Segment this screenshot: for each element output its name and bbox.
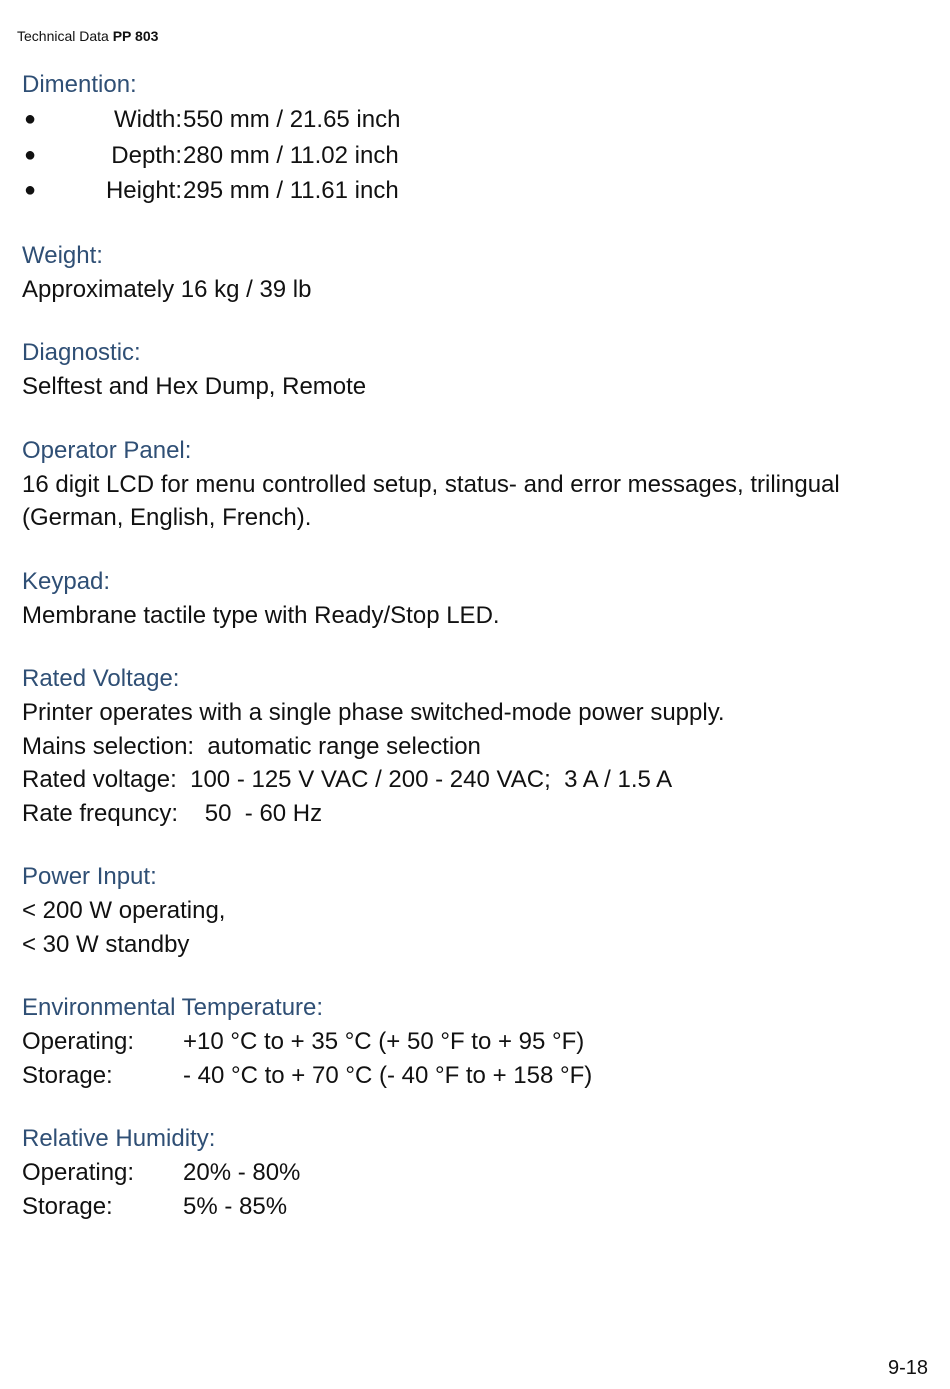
temperature-value: - 40 °C to + 70 °C (- 40 °F to + 158 °F)	[183, 1061, 593, 1089]
rated-voltage-line: Printer operates with a single phase switched-mode power supply.	[22, 699, 725, 726]
diagnostic-text: Selftest and Hex Dump, Remote	[22, 373, 367, 400]
dimension-label: Width:	[113, 106, 182, 133]
keypad-text: Membrane tactile type with Ready/Stop LED.	[22, 601, 500, 629]
dimension-label: Height:	[105, 177, 182, 204]
section-rated-voltage	[22, 662, 922, 830]
rated-voltage-line: Rate frequncy: 50 - 60 Hz	[22, 799, 323, 827]
section-heading: Weight:	[22, 241, 103, 269]
section-environmental-temperature	[22, 991, 922, 1092]
dimension-value: 280 mm / 11.02 inch	[183, 141, 399, 169]
section-heading: Power Input:	[22, 863, 157, 890]
bullet-icon: ●	[24, 179, 37, 201]
section-heading: Operator Panel:	[22, 436, 192, 464]
section-weight	[22, 239, 922, 307]
section-heading: Keypad:	[22, 567, 111, 595]
weight-text: Approximately 16 kg / 39 lb	[22, 275, 312, 303]
humidity-row	[22, 1190, 922, 1224]
dimension-value: 295 mm / 11.61 inch	[183, 177, 399, 204]
humidity-label: Operating:	[22, 1159, 135, 1186]
temperature-label: Operating:	[22, 1028, 135, 1055]
section-heading: Environmental Temperature:	[22, 994, 324, 1021]
dimension-label: Depth:	[111, 141, 182, 169]
temperature-value: +10 °C to + 35 °C (+ 50 °F to + 95 °F)	[183, 1028, 585, 1055]
list-item	[22, 173, 922, 209]
temperature-row	[22, 1059, 922, 1093]
page-header	[17, 28, 158, 44]
humidity-value: 5% - 85%	[183, 1192, 288, 1220]
list-item	[22, 138, 922, 174]
section-diagnostic	[22, 336, 922, 404]
humidity-value: 20% - 80%	[183, 1159, 301, 1186]
operator-panel-text: 16 digit LCD for menu controlled setup, status- and error messages, trilingual (German, English, French).	[22, 470, 840, 531]
humidity-label: Storage:	[22, 1192, 113, 1220]
list-item	[22, 102, 922, 138]
header-prefix: Technical Data	[17, 28, 109, 44]
document-body	[22, 68, 922, 1253]
temperature-row	[22, 1025, 922, 1059]
section-dimension	[22, 68, 922, 209]
section-power-input	[22, 860, 922, 961]
section-operator-panel	[22, 434, 922, 535]
humidity-row	[22, 1156, 922, 1190]
section-heading: Relative Humidity:	[22, 1125, 216, 1152]
power-input-line: < 200 W operating,	[22, 897, 226, 924]
rated-voltage-line: Mains selection: automatic range selection	[22, 732, 481, 760]
section-relative-humidity	[22, 1122, 922, 1223]
section-heading: Diagnostic:	[22, 339, 141, 366]
bullet-icon: ●	[24, 143, 37, 166]
rated-voltage-line: Rated voltage: 100 - 125 V VAC / 200 - 240 VAC; 3 A / 1.5 A	[22, 766, 673, 793]
section-keypad	[22, 565, 922, 633]
header-model: PP 803	[112, 28, 159, 44]
bullet-icon: ●	[24, 108, 37, 130]
page-number: 9-18	[887, 1357, 928, 1379]
power-input-line: < 30 W standby	[22, 930, 190, 958]
section-heading: Dimention:	[22, 71, 137, 98]
temperature-label: Storage:	[22, 1061, 113, 1089]
section-heading: Rated Voltage:	[22, 665, 180, 692]
dimension-value: 550 mm / 21.65 inch	[183, 106, 401, 133]
